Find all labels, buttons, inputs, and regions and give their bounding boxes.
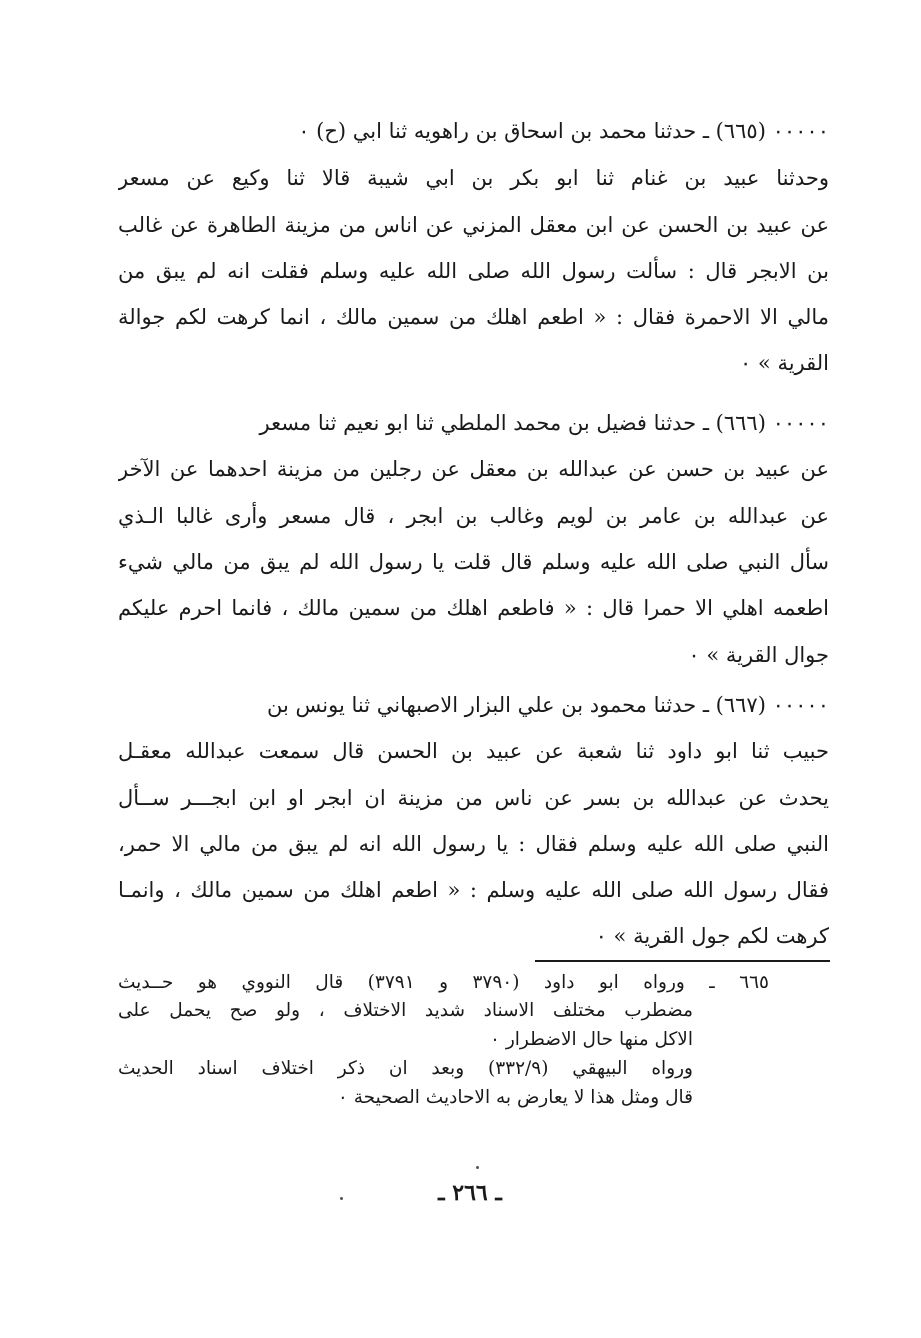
hadith-667-line-4: النبي صلى الله عليه وسلم فقال : يا رسول الله انه لم يبق من مالي الا حمر، bbox=[118, 832, 829, 856]
footnote-line-3: الاكل منها حال الاضطرار ٠ bbox=[490, 1029, 693, 1050]
hadith-666-line-5: اطعمه اهلي الا حمرا قال : « فاطعم اهلك من سمين مالك ، فانما احرم عليكم bbox=[118, 596, 829, 620]
hadith-665-line-6: القرية » ٠ bbox=[739, 351, 829, 375]
hadith-666-line-1: ٠٠٠٠٠ (٦٦٦) ـ حدثنا فضيل بن محمد الملطي ثنا ابو نعيم ثنا مسعر bbox=[259, 411, 829, 435]
hadith-667-line-3: يحدث عن عبدالله بن بسر عن ناس من مزينة ان ابجر او ابن ابجـــر ســأل bbox=[118, 786, 829, 810]
footnote-line-5: قال ومثل هذا لا يعارض به الاحاديث الصحيحة ٠ bbox=[337, 1087, 693, 1108]
footnote-line-4: ورواه البيهقي (٣٣٢/٩) وبعد ان ذكر اختلاف اسناد الحديث bbox=[118, 1058, 693, 1079]
scan-speck bbox=[476, 1166, 479, 1169]
hadith-667-line-6: كرهت لكم جول القرية » ٠ bbox=[595, 924, 829, 948]
hadith-666-line-3: عن عبدالله بن عامر بن لويم وغالب بن ابجر ، قال مسعر وأرى غالبا الـذي bbox=[118, 504, 829, 528]
scan-speck bbox=[340, 1197, 343, 1200]
hadith-667-line-1: ٠٠٠٠٠ (٦٦٧) ـ حدثنا محمود بن علي البزار الاصبهاني ثنا يونس بن bbox=[266, 693, 829, 717]
hadith-665-line-2: وحدثنا عبيد بن غنام ثنا ابو بكر بن ابي شيبة قالا ثنا وكيع عن مسعر bbox=[118, 166, 829, 190]
hadith-666-line-6: جوال القرية » ٠ bbox=[688, 643, 829, 667]
hadith-666-line-4: سأل النبي صلى الله عليه وسلم قال قلت يا رسول الله لم يبق من مالي شيء bbox=[118, 550, 829, 574]
hadith-666-line-2: عن عبيد بن حسن عن عبدالله بن معقل عن رجلين من مزينة احدهما عن الآخر bbox=[118, 457, 829, 481]
hadith-665-line-5: مالي الا الاحمرة فقال : « اطعم اهلك من سمين مالك ، انما كرهت لكم جوالة bbox=[118, 305, 829, 329]
hadith-665-line-3: عن عبيد بن الحسن عن ابن معقل المزني عن اناس من مزينة الطاهرة عن غالب bbox=[118, 213, 829, 237]
hadith-665-line-4: بن الابجر قال : سألت رسول الله صلى الله عليه وسلم فقلت انه لم يبق من bbox=[118, 259, 829, 283]
page-number: ـ ٢٦٦ ـ bbox=[438, 1180, 502, 1206]
footnote-separator bbox=[535, 960, 830, 962]
footnote-line-1: ٦٦٥ ـ ورواه ابو داود (٣٧٩٠ و ٣٧٩١) قال النووي هو حــديث bbox=[118, 972, 769, 993]
hadith-667-line-5: فقال رسول الله صلى الله عليه وسلم : « اطعم اهلك من سمين مالك ، وانمـا bbox=[118, 878, 829, 902]
hadith-665-line-1: ٠٠٠٠٠ (٦٦٥) ـ حدثنا محمد بن اسحاق بن راهويه ثنا ابي (ح) ٠ bbox=[298, 119, 829, 143]
footnote-line-2: مضطرب مختلف الاسناد شديد الاختلاف ، ولو صح يحمل على bbox=[118, 1000, 693, 1021]
hadith-667-line-2: حبيب ثنا ابو داود ثنا شعبة عن عبيد بن الحسن قال سمعت عبدالله معقـل bbox=[118, 739, 829, 763]
